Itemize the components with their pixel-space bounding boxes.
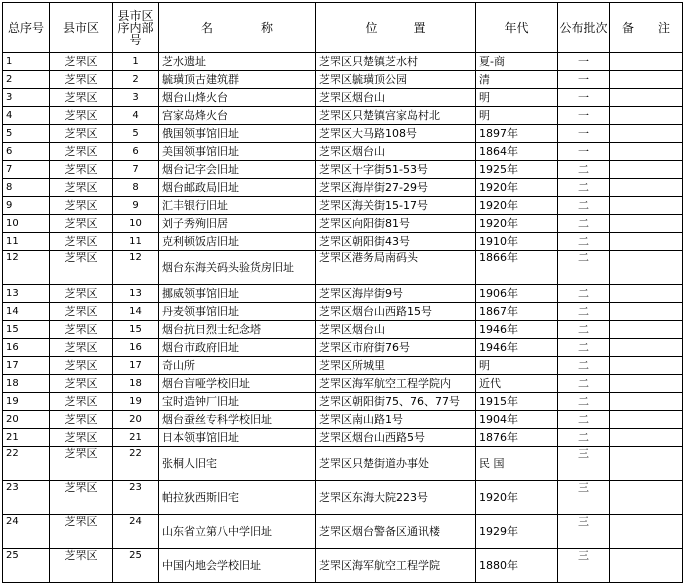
table-row: [3, 339, 683, 357]
cell-era: 1920年: [476, 481, 558, 515]
cell-batch: 一: [558, 143, 610, 161]
cell-total-no: 21: [3, 429, 50, 447]
cell-county: 芝罘区: [50, 447, 113, 481]
table-row: [3, 71, 683, 89]
table-row: [3, 233, 683, 251]
cell-batch: 二: [558, 375, 610, 393]
cell-name: 美国领事馆旧址: [159, 143, 316, 161]
cell-remark: [610, 143, 683, 161]
cell-era: 1920年: [476, 197, 558, 215]
cell-location: 芝罘区海军航空工程学院: [316, 549, 476, 583]
cell-era: 1946年: [476, 339, 558, 357]
table-row: [3, 215, 683, 233]
table-row: [3, 107, 683, 125]
cell-batch: 二: [558, 197, 610, 215]
table-row: [3, 161, 683, 179]
cell-era: 1929年: [476, 515, 558, 549]
cell-name: 张桐人旧宅: [159, 447, 316, 481]
cell-county-no: 11: [113, 233, 159, 251]
cell-county-no: 14: [113, 303, 159, 321]
cell-batch: 一: [558, 107, 610, 125]
cell-era: 明: [476, 89, 558, 107]
cell-name: 烟台盲哑学校旧址: [159, 375, 316, 393]
cell-total-no: 4: [3, 107, 50, 125]
cell-county-no: 21: [113, 429, 159, 447]
cell-location: 芝罘区烟台山西路15号: [316, 303, 476, 321]
cell-batch: 三: [558, 515, 610, 549]
cell-location: 芝罘区市府街76号: [316, 339, 476, 357]
cell-batch: 二: [558, 233, 610, 251]
cell-location: 芝罘区毓璜顶公园: [316, 71, 476, 89]
cell-batch: 二: [558, 393, 610, 411]
cell-total-no: 1: [3, 53, 50, 71]
cell-total-no: 2: [3, 71, 50, 89]
cell-location: 芝罘区海岸街27-29号: [316, 179, 476, 197]
cell-remark: [610, 285, 683, 303]
cell-batch: 三: [558, 447, 610, 481]
header-remark: 备 注: [610, 3, 683, 53]
cell-batch: 二: [558, 429, 610, 447]
cell-era: 1920年: [476, 215, 558, 233]
cell-era: 1897年: [476, 125, 558, 143]
cell-batch: 二: [558, 321, 610, 339]
cell-county-no: 23: [113, 481, 159, 515]
cell-name: 奇山所: [159, 357, 316, 375]
table-row: [3, 197, 683, 215]
cell-total-no: 15: [3, 321, 50, 339]
cell-remark: [610, 515, 683, 549]
cell-era: 1864年: [476, 143, 558, 161]
header-location: 位 置: [316, 3, 476, 53]
table-row: [3, 549, 683, 583]
cell-era: 1920年: [476, 179, 558, 197]
cell-batch: 一: [558, 125, 610, 143]
cell-county: 芝罘区: [50, 179, 113, 197]
cell-county: 芝罘区: [50, 197, 113, 215]
cell-county-no: 16: [113, 339, 159, 357]
cell-remark: [610, 393, 683, 411]
cell-total-no: 18: [3, 375, 50, 393]
cell-county-no: 2: [113, 71, 159, 89]
cell-county-no: 6: [113, 143, 159, 161]
cell-total-no: 6: [3, 143, 50, 161]
table-body: [3, 53, 683, 583]
table-row: [3, 179, 683, 197]
cell-name: 烟台邮政局旧址: [159, 179, 316, 197]
cell-county: 芝罘区: [50, 215, 113, 233]
cell-county: 芝罘区: [50, 357, 113, 375]
cell-total-no: 20: [3, 411, 50, 429]
cell-county-no: 25: [113, 549, 159, 583]
cell-name: 宫家岛烽火台: [159, 107, 316, 125]
cell-total-no: 11: [3, 233, 50, 251]
header-name: 名 称: [159, 3, 316, 53]
cell-batch: 三: [558, 549, 610, 583]
cell-remark: [610, 179, 683, 197]
cell-county: 芝罘区: [50, 515, 113, 549]
cell-county: 芝罘区: [50, 251, 113, 285]
cell-remark: [610, 71, 683, 89]
cell-era: 夏-商: [476, 53, 558, 71]
cell-batch: 三: [558, 481, 610, 515]
cell-batch: 二: [558, 179, 610, 197]
cell-remark: [610, 375, 683, 393]
cell-remark: [610, 481, 683, 515]
cell-total-no: 25: [3, 549, 50, 583]
heritage-table: [2, 2, 683, 583]
cell-remark: [610, 339, 683, 357]
cell-county-no: 8: [113, 179, 159, 197]
cell-location: 芝罘区烟台山: [316, 321, 476, 339]
cell-county: 芝罘区: [50, 53, 113, 71]
cell-location: 芝罘区朝阳街75、76、77号: [316, 393, 476, 411]
cell-location: 芝罘区所城里: [316, 357, 476, 375]
cell-remark: [610, 233, 683, 251]
cell-location: 芝罘区港务局南码头: [316, 251, 476, 285]
cell-remark: [610, 161, 683, 179]
cell-county-no: 7: [113, 161, 159, 179]
table-row: [3, 481, 683, 515]
cell-name: 山东省立第八中学旧址: [159, 515, 316, 549]
cell-remark: [610, 447, 683, 481]
cell-batch: 二: [558, 303, 610, 321]
table-row: [3, 53, 683, 71]
cell-county-no: 15: [113, 321, 159, 339]
cell-total-no: 9: [3, 197, 50, 215]
cell-total-no: 3: [3, 89, 50, 107]
cell-name: 日本领事馆旧址: [159, 429, 316, 447]
cell-county: 芝罘区: [50, 321, 113, 339]
cell-county: 芝罘区: [50, 233, 113, 251]
cell-county-no: 3: [113, 89, 159, 107]
cell-county: 芝罘区: [50, 125, 113, 143]
cell-name: 丹麦领事馆旧址: [159, 303, 316, 321]
cell-county: 芝罘区: [50, 393, 113, 411]
cell-county: 芝罘区: [50, 89, 113, 107]
cell-remark: [610, 321, 683, 339]
cell-batch: 二: [558, 161, 610, 179]
cell-era: 1910年: [476, 233, 558, 251]
cell-name: 中国内地会学校旧址: [159, 549, 316, 583]
cell-name: 帕拉狄西斯旧宅: [159, 481, 316, 515]
cell-total-no: 19: [3, 393, 50, 411]
cell-total-no: 7: [3, 161, 50, 179]
cell-name: 毓璜顶古建筑群: [159, 71, 316, 89]
cell-county-no: 1: [113, 53, 159, 71]
cell-era: 1925年: [476, 161, 558, 179]
cell-total-no: 24: [3, 515, 50, 549]
cell-total-no: 10: [3, 215, 50, 233]
cell-location: 芝罘区只楚镇芝水村: [316, 53, 476, 71]
cell-batch: 二: [558, 339, 610, 357]
table-row: [3, 447, 683, 481]
cell-total-no: 13: [3, 285, 50, 303]
cell-county-no: 20: [113, 411, 159, 429]
cell-county-no: 9: [113, 197, 159, 215]
cell-remark: [610, 251, 683, 285]
cell-county-no: 19: [113, 393, 159, 411]
cell-county-no: 4: [113, 107, 159, 125]
cell-name: 克利顿饭店旧址: [159, 233, 316, 251]
table-row: [3, 89, 683, 107]
cell-county: 芝罘区: [50, 429, 113, 447]
table-row: [3, 285, 683, 303]
cell-era: 1866年: [476, 251, 558, 285]
cell-location: 芝罘区海关街15-17号: [316, 197, 476, 215]
cell-remark: [610, 411, 683, 429]
cell-batch: 二: [558, 357, 610, 375]
cell-location: 芝罘区烟台山西路5号: [316, 429, 476, 447]
cell-location: 芝罘区十字街51-53号: [316, 161, 476, 179]
cell-county: 芝罘区: [50, 285, 113, 303]
cell-total-no: 5: [3, 125, 50, 143]
cell-era: 1880年: [476, 549, 558, 583]
cell-county: 芝罘区: [50, 71, 113, 89]
header-batch: 公布批次: [558, 3, 610, 53]
table-row: [3, 143, 683, 161]
cell-county: 芝罘区: [50, 143, 113, 161]
cell-total-no: 22: [3, 447, 50, 481]
cell-location: 芝罘区烟台山: [316, 143, 476, 161]
cell-remark: [610, 357, 683, 375]
cell-total-no: 23: [3, 481, 50, 515]
cell-remark: [610, 125, 683, 143]
cell-era: 1946年: [476, 321, 558, 339]
header-county-no: 县市区序内部号: [113, 3, 159, 53]
cell-name: 俄国领事馆旧址: [159, 125, 316, 143]
cell-era: 明: [476, 357, 558, 375]
cell-name: 烟台蚕丝专科学校旧址: [159, 411, 316, 429]
cell-name: 烟台东海关码头验货房旧址: [159, 251, 316, 285]
cell-location: 芝罘区向阳街81号: [316, 215, 476, 233]
cell-total-no: 8: [3, 179, 50, 197]
cell-location: 芝罘区只楚街道办事处: [316, 447, 476, 481]
cell-era: 1906年: [476, 285, 558, 303]
table-row: [3, 515, 683, 549]
cell-county-no: 22: [113, 447, 159, 481]
cell-location: 芝罘区烟台山: [316, 89, 476, 107]
cell-name: 烟台记字会旧址: [159, 161, 316, 179]
cell-remark: [610, 429, 683, 447]
cell-county: 芝罘区: [50, 303, 113, 321]
cell-county: 芝罘区: [50, 161, 113, 179]
cell-name: 芝水遗址: [159, 53, 316, 71]
cell-county-no: 10: [113, 215, 159, 233]
cell-county: 芝罘区: [50, 411, 113, 429]
table-row: [3, 303, 683, 321]
cell-name: 汇丰银行旧址: [159, 197, 316, 215]
cell-location: 芝罘区大马路108号: [316, 125, 476, 143]
header-row: [3, 3, 683, 53]
cell-total-no: 14: [3, 303, 50, 321]
cell-county-no: 5: [113, 125, 159, 143]
table-row: [3, 411, 683, 429]
cell-location: 芝罘区只楚镇宫家岛村北: [316, 107, 476, 125]
cell-remark: [610, 215, 683, 233]
cell-county: 芝罘区: [50, 549, 113, 583]
cell-county-no: 24: [113, 515, 159, 549]
cell-batch: 二: [558, 251, 610, 285]
cell-era: 1876年: [476, 429, 558, 447]
cell-batch: 二: [558, 411, 610, 429]
cell-county-no: 18: [113, 375, 159, 393]
cell-location: 芝罘区朝阳街43号: [316, 233, 476, 251]
cell-location: 芝罘区烟台警备区通讯楼: [316, 515, 476, 549]
table-row: [3, 429, 683, 447]
cell-batch: 二: [558, 215, 610, 233]
cell-batch: 二: [558, 285, 610, 303]
header-county: 县市区: [50, 3, 113, 53]
cell-era: 清: [476, 71, 558, 89]
cell-name: 烟台山烽火台: [159, 89, 316, 107]
cell-era: 1867年: [476, 303, 558, 321]
cell-remark: [610, 107, 683, 125]
cell-county-no: 13: [113, 285, 159, 303]
table-row: [3, 393, 683, 411]
cell-name: 刘子秀殉旧居: [159, 215, 316, 233]
cell-location: 芝罘区海军航空工程学院内: [316, 375, 476, 393]
cell-county: 芝罘区: [50, 375, 113, 393]
cell-batch: 一: [558, 89, 610, 107]
cell-county-no: 17: [113, 357, 159, 375]
table-row: [3, 357, 683, 375]
cell-location: 芝罘区海岸街9号: [316, 285, 476, 303]
cell-remark: [610, 197, 683, 215]
cell-county: 芝罘区: [50, 339, 113, 357]
cell-county: 芝罘区: [50, 107, 113, 125]
cell-name: 烟台抗日烈士纪念塔: [159, 321, 316, 339]
cell-remark: [610, 303, 683, 321]
cell-era: 1915年: [476, 393, 558, 411]
cell-era: 1904年: [476, 411, 558, 429]
cell-era: 明: [476, 107, 558, 125]
cell-remark: [610, 89, 683, 107]
table-row: [3, 321, 683, 339]
table-row: [3, 251, 683, 285]
cell-total-no: 12: [3, 251, 50, 285]
cell-remark: [610, 53, 683, 71]
cell-total-no: 16: [3, 339, 50, 357]
table-row: [3, 125, 683, 143]
table-row: [3, 375, 683, 393]
header-era: 年代: [476, 3, 558, 53]
cell-name: 挪威领事馆旧址: [159, 285, 316, 303]
cell-county: 芝罘区: [50, 481, 113, 515]
cell-name: 宝时造钟厂旧址: [159, 393, 316, 411]
cell-era: 民 国: [476, 447, 558, 481]
cell-location: 芝罘区东海大院223号: [316, 481, 476, 515]
header-total-no: 总序号: [3, 3, 50, 53]
cell-era: 近代: [476, 375, 558, 393]
cell-county-no: 12: [113, 251, 159, 285]
cell-total-no: 17: [3, 357, 50, 375]
cell-batch: 一: [558, 71, 610, 89]
cell-location: 芝罘区南山路1号: [316, 411, 476, 429]
cell-batch: 一: [558, 53, 610, 71]
cell-name: 烟台市政府旧址: [159, 339, 316, 357]
cell-remark: [610, 549, 683, 583]
